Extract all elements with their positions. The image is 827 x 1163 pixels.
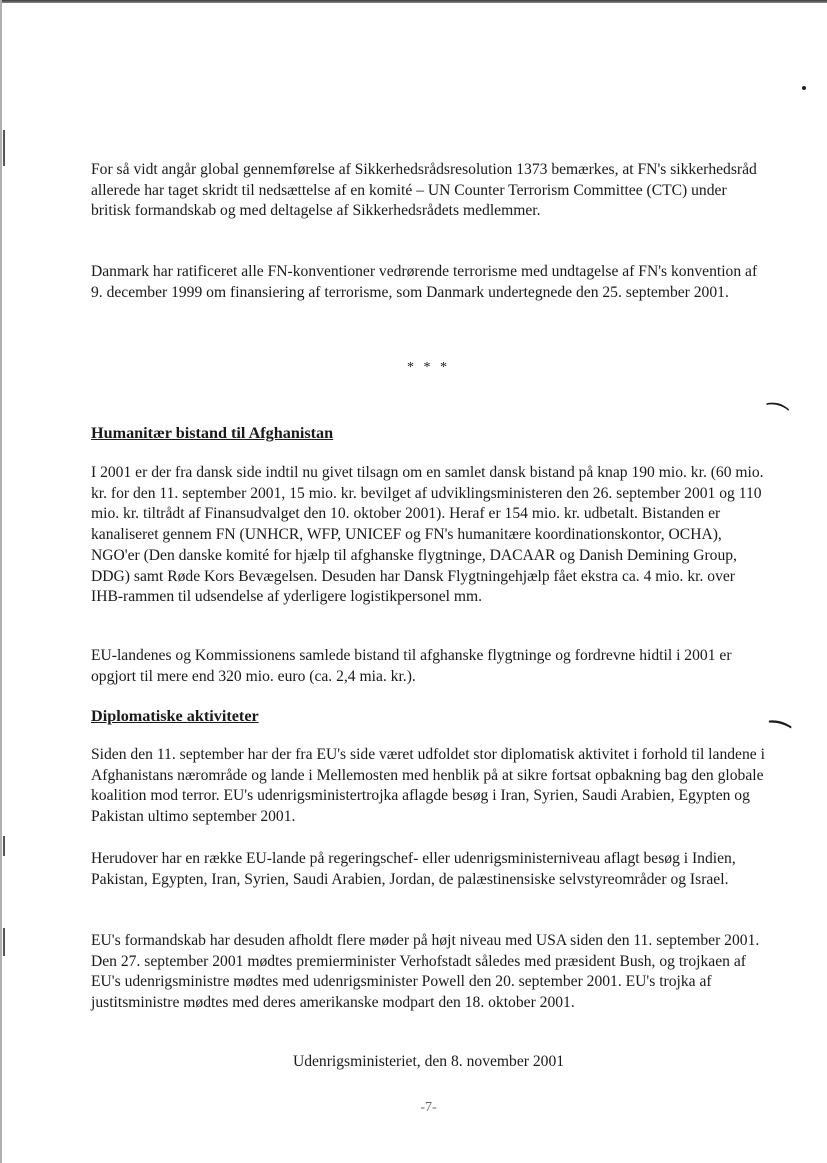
scan-mark [3,130,5,166]
page-number: -7- [420,1100,437,1115]
paragraph-eu-diplomacy: Siden den 11. september har der fra EU's side været udfoldet stor diplomatisk aktivitet i forhold til landene i Afghanistans nærområde og lande i Mellemosten med henblik på at sikre fortsat opbakning bag den globale koalition mod terror. EU's udenrigsministertrojka aflagde besøg i Iran, Syrien, Saudi Arabien, Egypten og Pakistan ultimo september 2001. [91,746,765,826]
scan-mark [3,928,5,956]
paragraph-danish-aid: I 2001 er der fra dansk side indtil nu givet tilsagn om en samlet dansk bistand på knap 190 mio. kr. (60 mio. kr. for den 11. september 2001, 15 mio. kr. bevilget af udviklingsministeren den 26. september 2001 og 110 mio. kr. tiltrådt af Finansudvalget den 10. oktober 2001). Heraf er 154 mio. kr. udbetalt. Bistanden er kanaliseret gennem FN (UNHCR, WFP, UNICEF og FN's humanitære koordinationskontor, OCHA), NGO'er (Den danske komité for hjælp til afghanske flygtninge, DACAAR og Danish Demining Group, DDG) samt Røde Kors Bevægelsen. Desuden har Dansk Flygtningehjælp fået ekstra ca. 4 mio. kr. over IHB-rammen til udsendelse af yderligere logistikpersonel mm. [91,464,764,606]
paragraph-usa-meetings: EU's formandskab har desuden afholdt flere møder på højt niveau med USA siden den 11. september 2001. Den 27. september 2001 mødtes premierminister Verhofstadt således med præsident Bush, og trojkaen af EU's udenrigsministre mødtes med udenrigsminister Powell den 20. september 2001. EU's trojka af justitsministre mødtes med deres amerikanske modpart den 18. oktober 2001. [91,932,760,1012]
paragraph-eu-aid: EU-landenes og Kommissionens samlede bistand til afghanske flygtninge og fordrevne hidtil i 2001 er opgjort til mere end 320 mio. euro (ca. 2,4 mia. kr.). [91,647,732,685]
paragraph-ratification: Danmark har ratificeret alle FN-konventioner vedrørende terrorisme med undtagelse af FN's konvention af 9. december 1999 om finansiering af terrorisme, som Danmark undertegnede den 25. september 2001. [91,263,758,301]
scan-edge-left [0,0,2,1163]
punch-hole-mark: ⁀ [762,719,792,755]
scan-mark [3,836,5,856]
heading-diplomatic-activities: Diplomatiske aktiviteter [91,707,259,725]
paragraph-global-implementation: For så vidt angår global gennemførelse af Sikkerhedsrådsresolution 1373 bemærkes, at FN's sikkerhedsråd allerede har taget skridt til nedsættelse af en komité – UN Counter Terrorism Committee (CTC) under britisk formandskab og med deltagelse af Sikkerhedsrådets medlemmer. [91,161,757,220]
heading-humanitarian-aid: Humanitær bistand til Afghanistan [91,424,334,442]
scan-edge-top [0,0,827,3]
punch-hole-mark: ⁀ [760,401,789,437]
section-separator: * * * [407,360,450,375]
scan-dot [802,86,806,90]
paragraph-country-visits: Herudover har en række EU-lande på regeringschef- eller udenrigsministerniveau aflagt besøg i Indien, Pakistan, Egypten, Iran, Syrien, Saudi Arabien, Jordan, de palæstinensiske selvstyreområder og Israel. [91,850,736,888]
signature-line: Udenrigsministeriet, den 8. november 2001 [292,1053,565,1070]
